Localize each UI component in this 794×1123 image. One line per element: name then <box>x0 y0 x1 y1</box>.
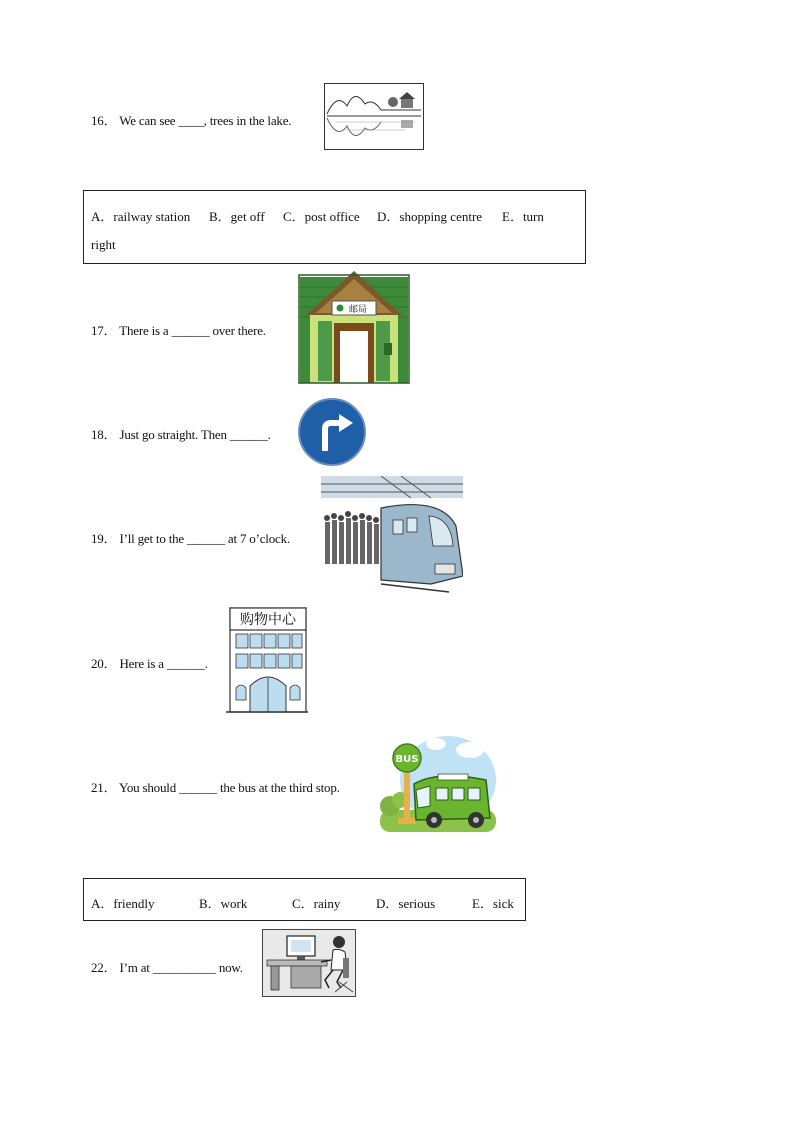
answer-blank[interactable]: __________ <box>152 960 216 975</box>
answer-blank[interactable]: ______ <box>229 427 268 442</box>
question-number: 18． <box>91 427 117 442</box>
option-e-continued: right <box>91 237 116 252</box>
options-box-1 <box>83 190 586 264</box>
option-e: E．turn <box>502 209 544 224</box>
question-text: You should <box>118 780 176 795</box>
question-16 <box>91 110 291 129</box>
question-number: 17． <box>91 323 117 338</box>
question-text: We can see <box>119 113 176 128</box>
post-office-sign: 邮局 <box>348 305 368 315</box>
option-e: E．sick <box>472 896 514 911</box>
option-c: C．rainy <box>292 896 341 911</box>
railway-station-image <box>321 476 463 593</box>
question-text: over there. <box>212 323 266 338</box>
bus-stop-image <box>378 728 498 838</box>
question-text: . <box>267 427 271 442</box>
option-c: C．post office <box>283 209 360 224</box>
question-text: at 7 o’clock. <box>227 531 290 546</box>
answer-blank[interactable]: ______ <box>171 323 210 338</box>
question-text: Just go straight. Then <box>119 427 227 442</box>
question-text: now. <box>218 960 243 975</box>
option-b: B．get off <box>209 209 265 224</box>
mall-sign: 购物中心 <box>240 612 296 628</box>
office-work-image <box>262 929 356 997</box>
turn-right-sign-icon <box>297 397 367 467</box>
option-a: A．railway station <box>91 209 191 224</box>
question-text: . <box>204 656 208 671</box>
bus-stop-sign: BUS <box>395 754 419 765</box>
question-number: 20． <box>91 656 117 671</box>
shopping-centre-image <box>226 606 308 714</box>
question-text: There is a <box>119 323 169 338</box>
option-b: B．work <box>199 896 248 911</box>
question-number: 16． <box>91 113 117 128</box>
question-text: , trees in the lake. <box>203 113 292 128</box>
option-d: D．shopping centre <box>377 209 483 224</box>
option-d: D．serious <box>376 896 436 911</box>
question-text: Here is a <box>119 656 164 671</box>
question-text: I’ll get to the <box>119 531 184 546</box>
question-number: 21． <box>91 780 117 795</box>
lake-reflection-image <box>324 83 424 150</box>
post-office-image <box>298 269 410 385</box>
answer-blank[interactable]: ______ <box>187 531 225 546</box>
question-19 <box>91 528 290 547</box>
option-a: A．friendly <box>91 896 155 911</box>
question-17 <box>91 320 266 339</box>
answer-blank[interactable]: ______ <box>179 780 217 795</box>
question-22 <box>91 957 243 976</box>
question-18 <box>91 424 271 443</box>
question-text: I’m at <box>119 960 150 975</box>
question-number: 22． <box>91 960 117 975</box>
question-20 <box>91 653 208 672</box>
question-text: the bus at the third stop. <box>219 780 340 795</box>
question-21 <box>91 777 340 796</box>
question-number: 19． <box>91 531 117 546</box>
answer-blank[interactable]: ____ <box>178 113 204 128</box>
options-box-2 <box>83 878 526 921</box>
answer-blank[interactable]: ______ <box>166 656 205 671</box>
